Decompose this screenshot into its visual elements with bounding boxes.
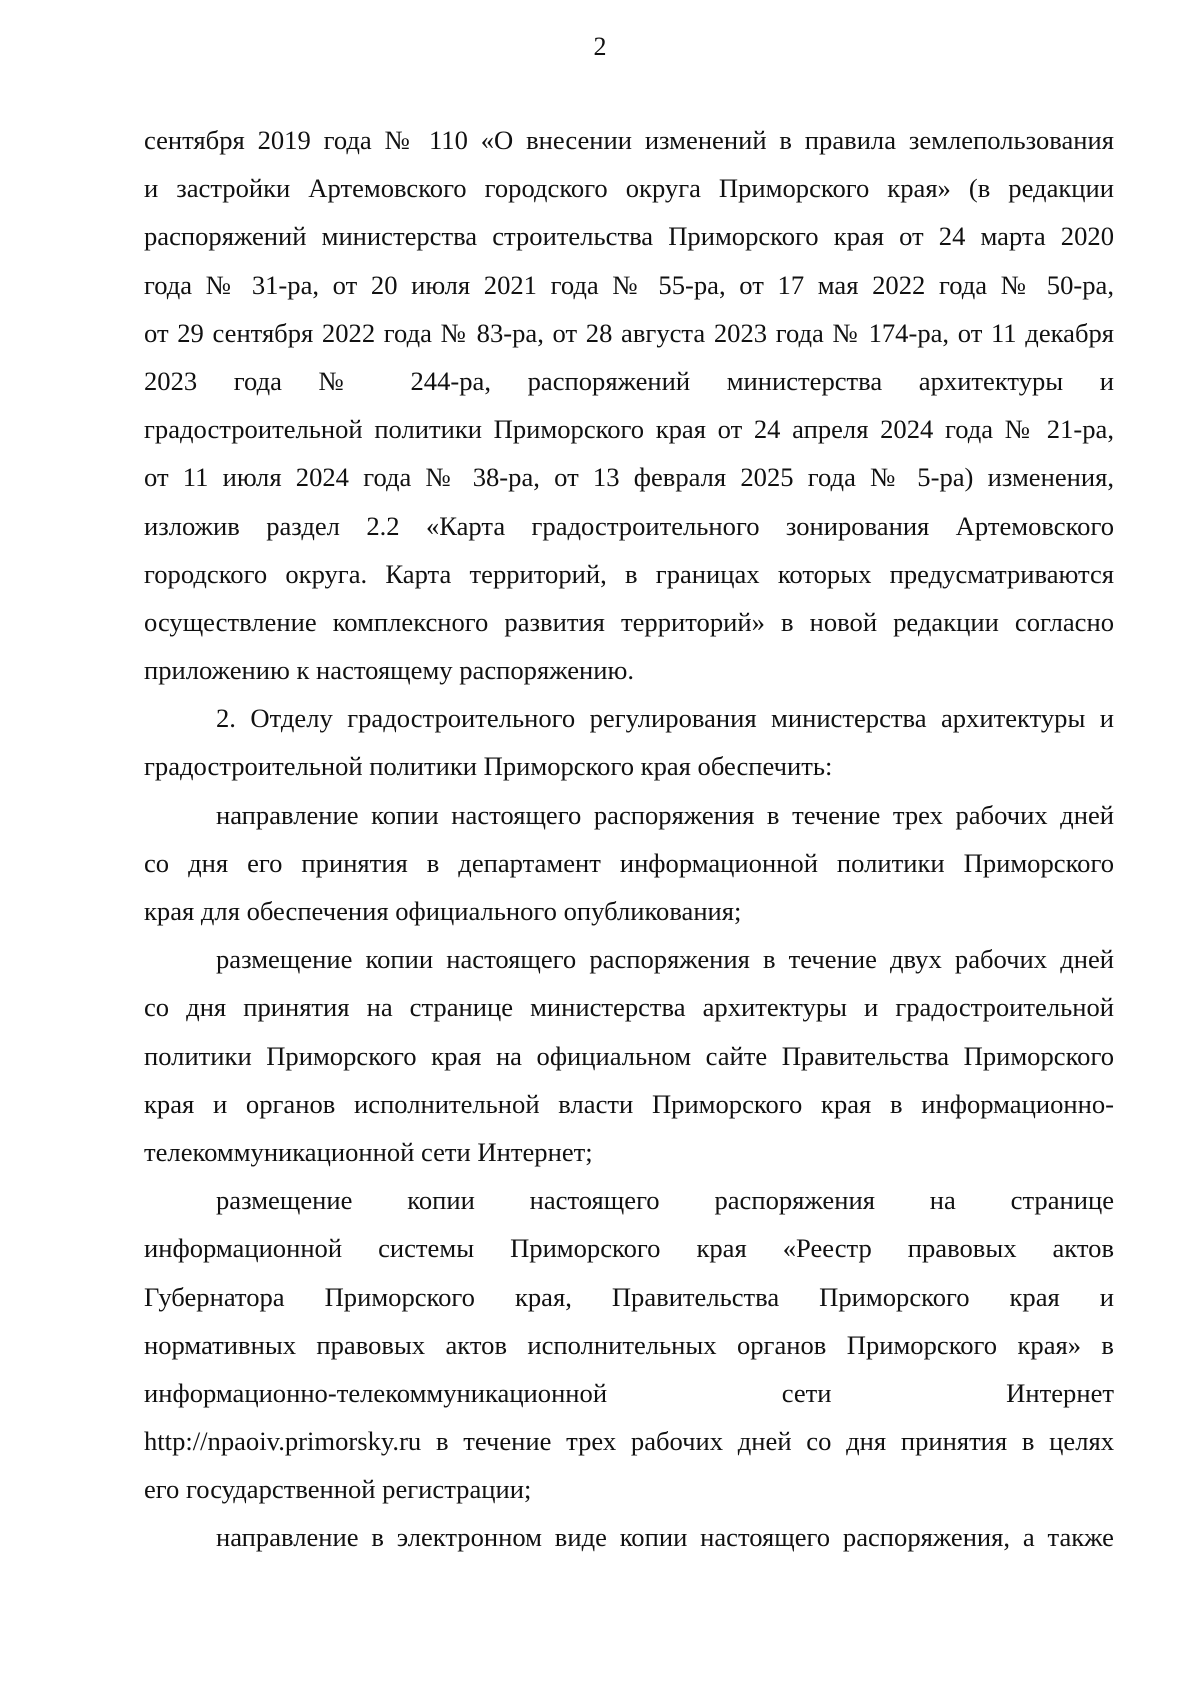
text-line: градостроительной политики Приморского края от 24 апреля 2024 года № 21-ра, — [144, 414, 1114, 445]
text-line: политики Приморского края на официальном сайте Правительства Приморского — [144, 1040, 1114, 1071]
document-body — [144, 116, 1114, 1562]
text-line: Губернатора Приморского края, Правительства Приморского края и — [144, 1281, 1114, 1312]
text-line: сентября 2019 года № 110 «О внесении изменений в правила землепользования — [144, 125, 1114, 155]
text-line: со дня принятия на странице министерства архитектуры и градостроительной — [144, 992, 1114, 1023]
text-line: и застройки Артемовского городского округа Приморского края» (в редакции — [144, 173, 1114, 204]
text-line: со дня его принятия в департамент информационной политики Приморского — [144, 847, 1114, 878]
text-line: изложив раздел 2.2 «Карта градостроительного зонирования Артемовского — [144, 510, 1114, 541]
text-line: года № 31-ра, от 20 июля 2021 года № 55-ра, от 17 мая 2022 года № 50-ра, — [144, 269, 1114, 300]
text-line: края для обеспечения официального опубликования; — [144, 896, 742, 926]
text-line: 2. Отделу градостроительного регулирования министерства архитектуры и — [216, 703, 1114, 734]
text-line: края и органов исполнительной власти Приморского края в информационно- — [144, 1088, 1114, 1119]
text-line: размещение копии настоящего распоряжения на странице — [216, 1185, 1114, 1216]
text-line: его государственной регистрации; — [144, 1474, 532, 1505]
text-line: размещение копии настоящего распоряжения в течение двух рабочих дней — [216, 944, 1114, 975]
text-line: приложению к настоящему распоряжению. — [144, 655, 634, 686]
text-line: от 29 сентября 2022 года № 83-ра, от 28 августа 2023 года № 174-ра, от 11 декабря — [144, 317, 1114, 348]
text-line: направление в электронном виде копии настоящего распоряжения, а также — [216, 1522, 1114, 1553]
text-line: распоряжений министерства строительства Приморского края от 24 марта 2020 — [144, 221, 1114, 252]
text-line: 2023 года № 244-ра, распоряжений министерства архитектуры и — [144, 365, 1114, 396]
text-line: http://npaoiv.primorsky.ru в течение трех рабочих дней со дня принятия в целях — [144, 1426, 1114, 1457]
text-line: информационно-телекоммуникационной сети Интернет — [144, 1377, 1114, 1408]
text-line: градостроительной политики Приморского края обеспечить: — [144, 751, 833, 782]
text-line: направление копии настоящего распоряжения в течение трех рабочих дней — [216, 799, 1114, 830]
text-line: информационной системы Приморского края «Реестр правовых актов — [144, 1233, 1114, 1264]
text-line: осуществление комплексного развития территорий» в новой редакции согласно — [144, 606, 1114, 637]
page-number: 2 — [593, 32, 607, 61]
text-line: нормативных правовых актов исполнительных органов Приморского края» в — [144, 1329, 1114, 1360]
text-line: от 11 июля 2024 года № 38-ра, от 13 февраля 2025 года № 5-ра) изменения, — [144, 462, 1114, 493]
text-line: городского округа. Карта территорий, в границах которых предусматриваются — [144, 558, 1114, 589]
text-line: телекоммуникационной сети Интернет; — [144, 1136, 593, 1167]
